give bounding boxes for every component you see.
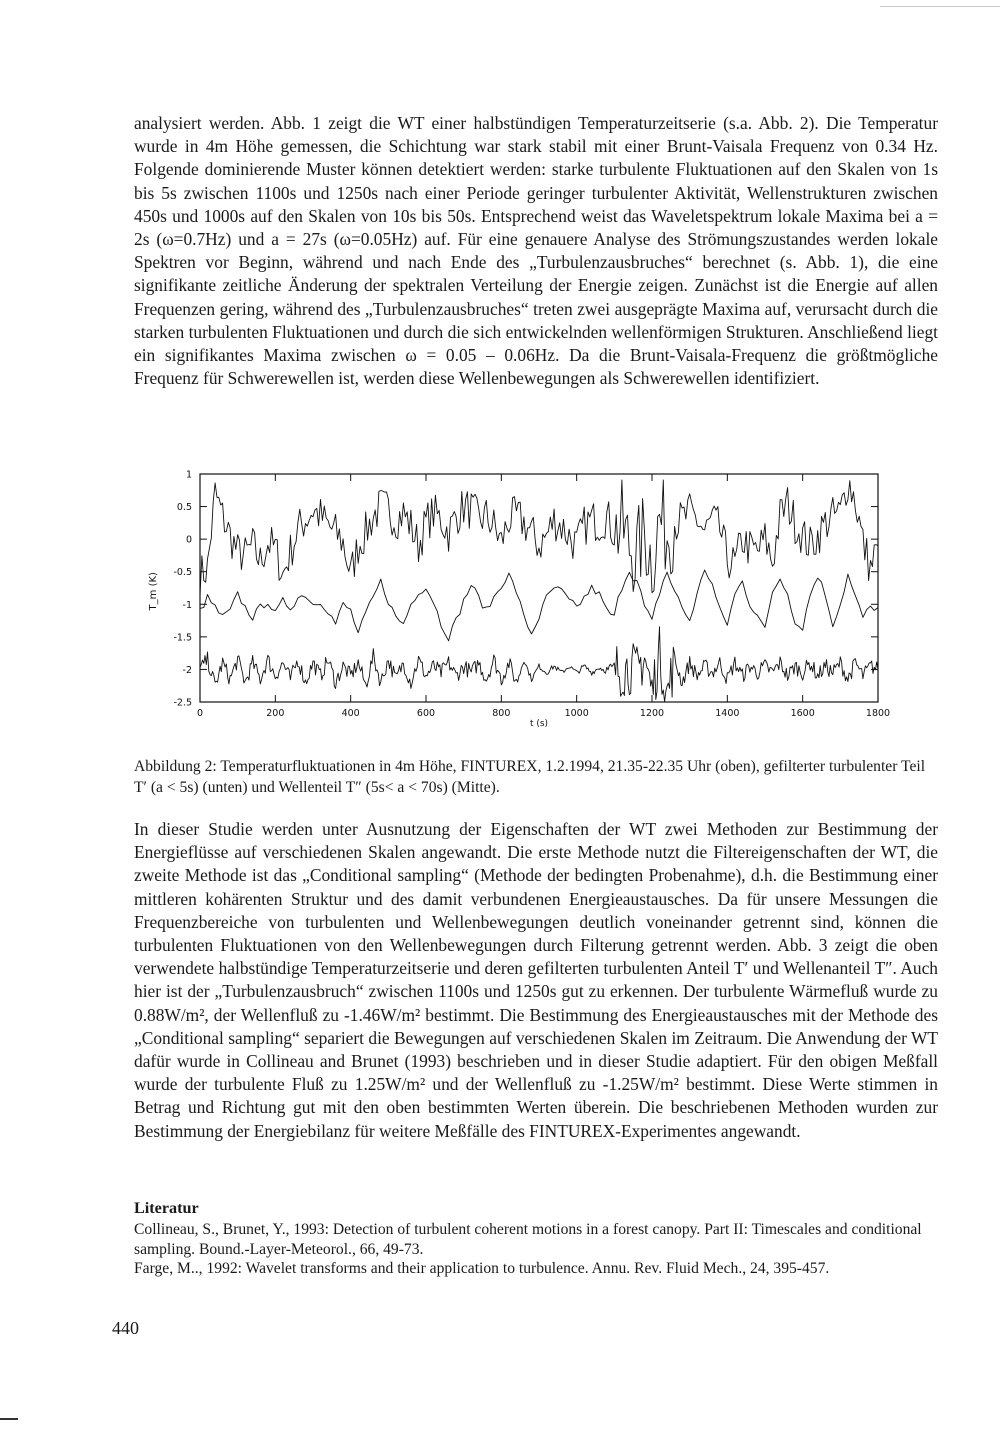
x-tick-label: 1200	[639, 708, 665, 719]
body-paragraph-1: analysiert werden. Abb. 1 zeigt die WT einer halbstündigen Temperaturzeitserie (s.a. Abb. 2). Die Temperatur wurde in 4m Höhe gemessen, die Schichtung war stark stabil mit einer Brunt-Vaisala Frequenz von 0.34 Hz. Folgende dominierende Muster können detektiert werden: starke turbulente Fluktuationen auf den Skalen von 1s bis 5s zwischen 1100s und 1250s nach einer Periode geringer turbulenter Aktivität, Wellenstrukturen zwischen 450s und 1000s auf den Skalen von 10s bis 50s. Entsprechend weist das Waveletspektrum lokale Maxima bei a = 2s (ω=0.7Hz) und a = 27s (ω=0.05Hz) auf. Für eine genauere Analyse des Strömungszustandes werden lokale Spektren vor Beginn, während und nach Ende des „Turbulenzausbruches“ berechnet (s. Abb. 1), die eine signifikante zeitliche Änderung der spektralen Verteilung der Energie zeigen. Zunächst ist die Energie auf allen Frequenzen gering, während des „Turbulenzausbruches“ treten zwei ausgeprägte Maxima auf, verursacht durch die starken turbulenten Fluktuationen und durch die sich entwickelnden wellenförmigen Strukturen. Anschließend liegt ein signifikantes Maxima zwischen ω = 0.05 – 0.06Hz. Da die Brunt-Vaisala-Frequenz die größtmögliche Frequenz für Schwerewellen ist, werden diese Wellenbewegungen als Schwerewellen identifiziert.	[134, 113, 938, 389]
x-tick-label: 400	[341, 708, 360, 719]
crop-mark	[0, 1418, 18, 1420]
y-tick-label: -0.5	[173, 567, 192, 579]
reference-item: Farge, M.., 1992: Wavelet transforms and their application to turbulence. Annu. Rev. Fluid Mech., 24, 395-457.	[134, 1260, 830, 1277]
body-paragraph-2: In dieser Studie werden unter Ausnutzung der Eigenschaften der WT zwei Methoden zur Bestimmung der Energieflüsse auf verschiedenen Skalen angewandt. Die erste Methode nutzt die Filtereigenschaften der WT, die zweite Methode ist das „Conditional sampling“ (Methode der bedingten Probenahme), d.h. die Bestimmung einer mittleren kohärenten Struktur und des damit verbundenen Energieaustausches. Da für unsere Messungen die Frequenzbereiche von turbulenten und Wellenbewegungen deutlich voneinander getrennt sind, können die turbulenten Fluktuationen von den Wellenbewegungen durch Filterung getrennt werden. Abb. 3 zeigt die oben verwendete halbstündige Temperaturzeitserie und deren gefilterten turbulenten Anteil T′ und Wellenanteil T″. Auch hier ist der „Turbulenzausbruch“ zwischen 1100s und 1250s gut zu erkennen. Der turbulente Wärmefluß wurde zu 0.88W/m², der Wellenfluß zu -1.46W/m² bestimmt. Die Bestimmung des Energieaustausches mit der Methode des „Conditional sampling“ separiert die Bewegungen auf verschiedenen Skalen im Zeitraum. Die Anwendung der WT dafür wurde in Collineau and Brunet (1993) beschrieben und in dieser Studie adaptiert. Für den obigen Meßfall wurde der turbulente Fluß zu 1.25W/m² und der Wellenfluß zu -1.25W/m² bestimmt. Diese Werte stimmen in Betrag und Richtung gut mit den oben bestimmten Werten überein. Die beschriebenen Methoden wurden zur Bestimmung der Energiebilanz für weitere Meßfälle des FINTUREX-Experimentes angewandt.	[134, 819, 938, 1141]
x-axis-label: t (s)	[529, 719, 549, 729]
y-tick-label: 0.5	[176, 502, 192, 514]
x-tick-label: 1000	[564, 708, 589, 719]
top-edge-line	[880, 6, 1000, 7]
x-tick-label: 600	[416, 708, 436, 719]
y-tick-label: -1.5	[173, 632, 192, 644]
y-tick-label: -2	[182, 664, 192, 676]
y-axis-label: T_m (K)	[148, 572, 159, 611]
chart-series	[200, 480, 878, 702]
page-number: 440	[112, 1318, 139, 1338]
literature-heading: Literatur	[134, 1199, 199, 1217]
x-tick-label: 1400	[715, 708, 740, 719]
y-tick-label: -1	[182, 599, 192, 611]
y-tick-label: -2.5	[173, 697, 192, 709]
x-tick-label: 800	[492, 708, 511, 719]
y-tick-label: 0	[185, 534, 192, 546]
temperature-figure	[130, 462, 910, 742]
reference-list	[134, 1220, 938, 1279]
y-tick-label: 1	[185, 469, 192, 481]
x-tick-label: 0	[196, 708, 204, 719]
reference-item: Collineau, S., Brunet, Y., 1993: Detection of turbulent coherent motions in a forest canopy. Part II: Timescales and conditional sampling. Bound.-Layer-Meteorol., 66, 49-73.	[134, 1221, 922, 1258]
x-tick-label: 1800	[865, 708, 891, 719]
series-line-1	[200, 480, 878, 596]
x-tick-label: 1600	[790, 708, 815, 719]
series-line-3	[200, 627, 878, 702]
figure-caption: Abbildung 2: Temperaturfluktuationen in 4m Höhe, FINTUREX, 1.2.1994, 21.35-22.35 Uhr (oben), gefilterter turbulenter Teil T′ (a < 5s) (unten) und Wellenteil T″ (5s< a < 70s) (Mitte).	[134, 758, 926, 796]
series-line-2	[200, 570, 878, 641]
x-tick-label: 200	[266, 708, 285, 719]
